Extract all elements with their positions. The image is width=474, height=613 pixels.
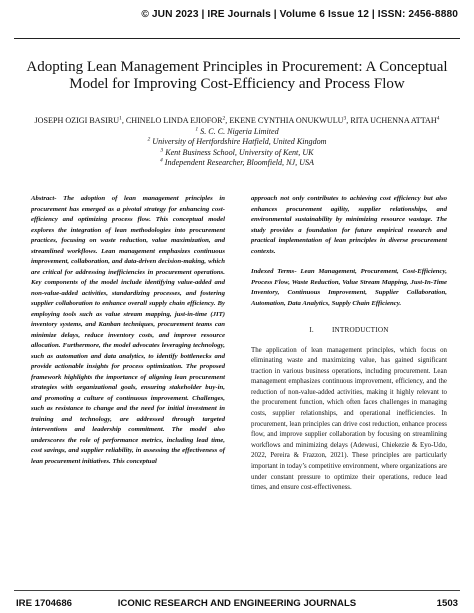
paper-id: IRE 1704686 <box>16 598 73 609</box>
affiliation-text: Independent Researcher, Bloomfield, NJ, USA <box>162 158 314 168</box>
paper-title: Adopting Lean Management Principles in Procurement: A Conceptual Model for Improving Cost-Efficiency and Process Flow <box>26 59 448 92</box>
author-block <box>34 116 440 169</box>
author-name: , CHINELO LINDA EJIOFOR <box>121 116 223 125</box>
section-number: I. <box>309 326 314 334</box>
author-name: , RITA UCHENNA ATTAH <box>346 116 437 125</box>
author-name: , EKENE CYNTHIA ONUKWULU <box>225 116 344 125</box>
section-title: INTRODUCTION <box>331 326 389 334</box>
affiliation-superscript: 4 <box>160 157 163 164</box>
abstract-text-part2: approach not only contributes to achieving cost efficiency but also enhances procurement agility, supplier relationships, and environmental sustainability by minimizing resource wastage. The study provides a foundation for future empirical research and practical implementation of lean principles in diverse procurement contexts. <box>251 195 447 255</box>
affiliation <box>34 137 440 148</box>
author-list <box>34 116 440 127</box>
footer-divider <box>14 590 460 591</box>
author-name: JOSEPH OZIGI BASIRU <box>34 116 120 125</box>
affiliation-superscript: 1 <box>195 125 199 132</box>
journal-header: © JUN 2023 | IRE Journals | Volume 6 Issue 12 | ISSN: 2456-8880 <box>141 9 458 20</box>
page-number: 1503 <box>436 598 458 609</box>
page-footer <box>16 598 458 610</box>
affiliation-text: S. C. C. Nigeria Limited <box>198 126 279 136</box>
right-column <box>251 194 447 494</box>
author-superscript: 4 <box>436 115 440 122</box>
abstract-text-part1: Abstract- The adoption of lean management principles in procurement has emerged as a pivotal strategy for enhancing cost-efficiency and optimizing process flow. This conceptual model explores the integration of lean methodologies into procurement practices, focusing on waste reduction, value maximization, and streamlined workflows. Lean management emphasizes continuous improvement, collaboration, and data-driven decision-making, which are critical for addressing inefficiencies in procurement operations. Key components of the model include identifying value-added and non-value-added activities, standardizing processes, and fostering supplier collaboration to enhance overall supply chain efficiency. By employing tools such as value stream mapping, just-in-time (JIT) inventory systems, and Kanban techniques, procurement teams can minimize delays, reduce inventory costs, and improve resource allocation. Furthermore, the model advocates leveraging technology, such as automation and data analytics, to identify bottlenecks and provide actionable insights for process optimization. The proposed framework highlights the importance of aligning lean procurement strategies with organizational goals, ensuring stakeholder buy-in, and promoting a culture of continuous improvement. Challenges, such as resistance to change and the need for initial investment in training and technology, are addressed through targeted interventions and leadership commitment. The model also underscores the role of performance metrics, including lead time, cost savings, and supplier reliability, in assessing the effectiveness of lean procurement initiatives. This conceptual <box>31 195 225 465</box>
author-superscript: 3 <box>343 115 347 122</box>
indexed-terms: Indexed Terms- Lean Management, Procurement, Cost-Efficiency, Process Flow, Waste Reduction, Value Stream Mapping, Just-In-Time Inventory, Continuous Improvement, Supplier Collaboration, Automation, Data Analytics, Supply Chain Efficiency. <box>251 268 447 307</box>
journal-name: ICONIC RESEARCH AND ENGINEERING JOURNALS <box>117 598 357 609</box>
affiliation-text: Kent Business School, University of Kent, UK <box>163 147 314 157</box>
left-column <box>31 194 225 467</box>
affiliation <box>34 148 440 159</box>
header-divider <box>14 38 460 39</box>
affiliation <box>34 158 440 169</box>
affiliation-superscript: 3 <box>160 147 164 154</box>
affiliation-text: University of Hertfordshire Hatfield, United Kingdom <box>150 137 327 147</box>
section-heading <box>251 325 447 336</box>
introduction-text: The application of lean management principles, which focus on eliminating waste and maximizing value, has gained significant traction in various business operations, including procurement. Lean management emphasizes continuous improvement, efficiency, and the reduction of non-value-added activities, making it highly relevant to the procurement function, which often faces challenges in managing costs, supplier relationships, and operational inefficiencies. In procurement, lean principles can drive cost reduction, enhance process flow, and improve supplier collaboration by focusing on streamlining workflows and minimizing delays (Adewusi, Chiekezie & Eyo-Udo, 2022, Pereira & Frazzon, 2021). These principles are particularly important in today’s competitive environment, where organizations are under constant pressure to optimize their operations, reduce lead times, and ensure cost-effectiveness. <box>251 346 447 492</box>
affiliation-superscript: 2 <box>147 136 151 143</box>
author-superscript: 1 <box>119 115 122 122</box>
author-superscript: 2 <box>222 115 226 122</box>
affiliation <box>34 127 440 138</box>
